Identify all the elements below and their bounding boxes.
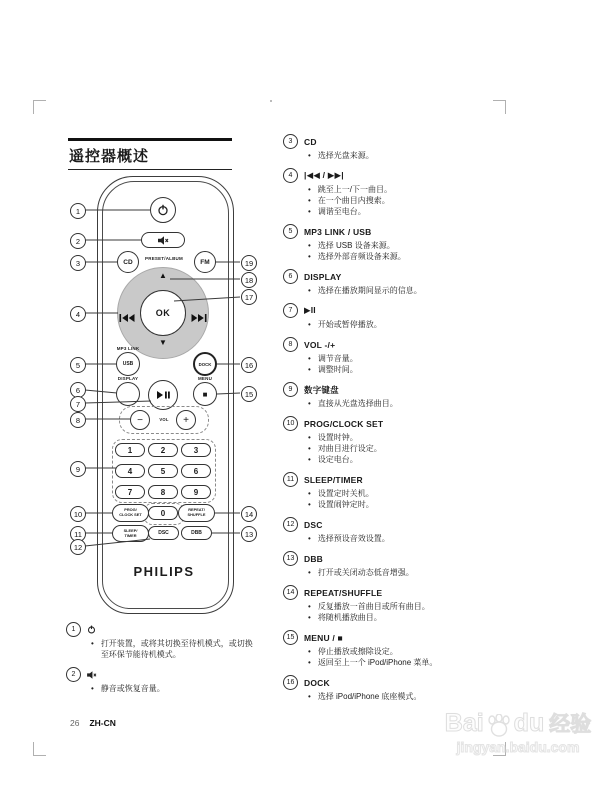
bullet-text: 设置定时关机。: [317, 489, 374, 498]
callout-badge-15: 15: [241, 386, 257, 402]
desc-title: DSC: [304, 519, 323, 530]
desc-item: [66, 667, 266, 694]
philips-logo: PHILIPS: [133, 564, 195, 579]
title-block: [68, 138, 232, 170]
bullet-item: [308, 150, 545, 161]
bullet-item: [308, 499, 545, 510]
bullet-dot: •: [308, 613, 311, 622]
bullet-dot: •: [308, 365, 311, 374]
mute-button: [141, 232, 185, 248]
watermark-bai: Bai: [444, 709, 484, 737]
bullet-dot: •: [308, 658, 311, 667]
desc-item: [283, 630, 545, 668]
sleep-timer-button: [112, 525, 149, 542]
callout-badge-14: 14: [241, 506, 257, 522]
callout-badge-12: 12: [70, 539, 86, 555]
fm-label: FM: [200, 258, 210, 266]
minus-label: −: [137, 414, 143, 426]
bullet-dot: •: [308, 500, 311, 509]
desc-title: SLEEP/TIMER: [304, 474, 363, 485]
bullet-text: 选择在播放期间显示的信息。: [317, 286, 422, 295]
bullet-text: 在一个曲目内搜索。: [317, 196, 390, 205]
bullet-dot: •: [308, 207, 311, 216]
digit-button-6: [181, 464, 211, 478]
bullet-text: 反复播放一首曲目或所有曲目。: [317, 602, 430, 611]
usb-label: USB: [122, 361, 134, 367]
item-callout-badge: 10: [283, 416, 298, 431]
callout-badge-2: 2: [70, 233, 86, 249]
digit-label: 6: [193, 466, 199, 476]
preset-album-label: PRESET/ALBUM: [145, 256, 183, 261]
callout-badge-3: 3: [70, 255, 86, 271]
desc-title: MENU / ■: [304, 632, 343, 643]
dsc-button: [148, 526, 179, 540]
bullet-item: [308, 432, 545, 443]
menu-label: MENU: [197, 376, 213, 381]
bullet-item: [308, 364, 545, 375]
bullet-text: 选择预设音效设置。: [317, 534, 390, 543]
bullet-dot: •: [308, 399, 311, 408]
page-title: 遥控器概述: [69, 148, 150, 165]
digit-label: 5: [160, 466, 166, 476]
bullet-item: [308, 454, 545, 465]
bullet-item: [308, 691, 545, 702]
display-label: DISPLAY: [117, 376, 139, 381]
bullet-text: 开始或暂停播放。: [317, 320, 382, 329]
callout-badge-5: 5: [70, 357, 86, 373]
bullet-item: [308, 657, 545, 668]
dbb-button: [181, 526, 212, 540]
usb-button: [116, 352, 140, 376]
watermark-url: jingyan.baidu.com: [456, 739, 580, 755]
callout-badge-18: 18: [241, 272, 257, 288]
descriptions-column: [283, 134, 545, 709]
bullet-text: 调谐至电台。: [317, 207, 366, 216]
desc-title: VOL -/+: [304, 339, 336, 350]
desc-item: [283, 551, 545, 578]
notes-column: [66, 622, 266, 701]
bullet-item: [308, 443, 545, 454]
bullet-text: 打开或关闭动态低音增强。: [317, 568, 414, 577]
bullet-item: [91, 683, 266, 694]
bullet-text: 选择 USB 设备来源。: [317, 241, 395, 250]
desc-item: [66, 622, 266, 660]
bullet-dot: •: [308, 444, 311, 453]
digit-label: 9: [193, 487, 199, 497]
bullet-text: 跳至上一/下一曲目。: [317, 185, 393, 194]
vol-minus-button: [130, 410, 150, 430]
bullet-dot: •: [308, 534, 311, 543]
digit-button-1: [115, 443, 145, 457]
bullet-dot: •: [308, 692, 311, 701]
bullet-item: [91, 638, 266, 660]
desc-item: [283, 416, 545, 465]
callout-badge-4: 4: [70, 306, 86, 322]
bullet-item: [308, 646, 545, 657]
digit-label: 8: [160, 487, 166, 497]
digit-label: 3: [193, 445, 199, 455]
plus-label: +: [183, 414, 189, 426]
bullet-text: 设置闹钟定时。: [317, 500, 374, 509]
bullet-dot: •: [308, 568, 311, 577]
mute-icon: [158, 236, 169, 245]
desc-title: 数字键盘: [304, 384, 339, 395]
bullet-text: 选择外部音频设备来源。: [317, 252, 406, 261]
callout-badge-6: 6: [70, 382, 86, 398]
bullet-dot: •: [308, 185, 311, 194]
desc-title: REPEAT/SHUFFLE: [304, 587, 383, 598]
item-callout-badge: 12: [283, 517, 298, 532]
desc-title: DOCK: [304, 677, 330, 688]
desc-item: [283, 303, 545, 330]
item-callout-badge: 4: [283, 168, 298, 183]
bullet-text: 选择光盘来源。: [317, 151, 374, 160]
desc-title: DBB: [304, 553, 324, 564]
cd-button: [117, 251, 139, 273]
digit-button-0: [148, 506, 178, 520]
bullet-item: [308, 601, 545, 612]
digit-label: 7: [127, 487, 133, 497]
title-rule-bottom: [68, 169, 232, 170]
callout-badge-17: 17: [241, 289, 257, 305]
ok-label: OK: [155, 308, 171, 318]
bullet-dot: •: [308, 647, 311, 656]
bullet-text: 静音或恢复音量。: [100, 684, 165, 693]
nav-up-icon: ▲: [159, 271, 167, 280]
repeat-label-1: REPEAT/: [188, 507, 205, 513]
bullet-dot: •: [308, 286, 311, 295]
bullet-dot: •: [91, 639, 94, 648]
item-callout-badge: 13: [283, 551, 298, 566]
item-callout-badge: 3: [283, 134, 298, 149]
bullet-dot: •: [308, 241, 311, 250]
bullet-text: 设定电台。: [317, 455, 358, 464]
digit-label: 0: [160, 508, 166, 518]
watermark: [428, 708, 608, 755]
menu-stop-button: [193, 382, 217, 406]
desc-title: |◀◀ / ▶▶|: [304, 170, 344, 180]
bullet-item: [308, 533, 545, 544]
desc-item: [283, 134, 545, 161]
callout-badge-13: 13: [241, 526, 257, 542]
desc-item: [283, 382, 545, 409]
mp3-link-label: MP3 LINK: [116, 346, 140, 351]
bullet-item: [308, 285, 545, 296]
bullet-text: 返回至上一个 iPod/iPhone 菜单。: [317, 658, 438, 667]
desc-item: [283, 585, 545, 623]
item-callout-badge: 15: [283, 630, 298, 645]
bullet-dot: •: [308, 252, 311, 261]
bullet-item: [308, 398, 545, 409]
dock-button: [193, 352, 217, 376]
desc-title: ▶II: [304, 305, 316, 315]
nav-down-icon: ▼: [159, 338, 167, 347]
item-callout-badge: 7: [283, 303, 298, 318]
digit-button-3: [181, 443, 211, 457]
callout-badge-7: 7: [70, 396, 86, 412]
footer-locale: ZH-CN: [89, 718, 116, 728]
paw-icon: [486, 714, 512, 738]
footer-page-number: 26: [70, 718, 80, 728]
registration-dot: [270, 100, 272, 102]
desc-item: [283, 472, 545, 510]
bullet-item: [308, 184, 545, 195]
watermark-cn: 经验: [549, 713, 592, 736]
desc-item: [283, 675, 545, 702]
bullet-text: 调整时间。: [317, 365, 358, 374]
prev-icon: [119, 309, 135, 327]
desc-item: [283, 224, 545, 262]
bullet-dot: •: [308, 320, 311, 329]
vol-label: VOL: [159, 417, 169, 422]
callout-badge-1: 1: [70, 203, 86, 219]
digit-button-7: [115, 485, 145, 499]
bullet-text: 将随机播放曲目。: [317, 613, 382, 622]
desc-item: [283, 337, 545, 375]
callout-badge-19: 19: [241, 255, 257, 271]
power-icon: [87, 625, 96, 634]
bullet-dot: •: [308, 196, 311, 205]
bullet-dot: •: [308, 151, 311, 160]
bullet-item: [308, 567, 545, 578]
digit-button-8: [148, 485, 178, 499]
ok-button: [140, 290, 186, 336]
item-callout-badge: 2: [66, 667, 81, 682]
play-pause-icon: [157, 386, 170, 404]
bullet-dot: •: [308, 354, 311, 363]
digit-label: 4: [127, 466, 133, 476]
desc-item: [283, 269, 545, 296]
item-callout-badge: 16: [283, 675, 298, 690]
crop-mark-bottom-left: [33, 742, 46, 756]
bullet-text: 直接从光盘选择曲目。: [317, 399, 398, 408]
callout-badge-10: 10: [70, 506, 86, 522]
bullet-dot: •: [308, 433, 311, 442]
bullet-item: [308, 195, 545, 206]
digit-button-5: [148, 464, 178, 478]
item-callout-badge: 1: [66, 622, 81, 637]
digit-label: 2: [160, 445, 166, 455]
callout-badge-16: 16: [241, 357, 257, 373]
prog-label-2: CLOCK SET: [119, 512, 142, 517]
fm-button: [194, 251, 216, 273]
watermark-du: du: [513, 709, 545, 737]
desc-title: DISPLAY: [304, 271, 342, 282]
stop-icon: ■: [202, 389, 208, 399]
repeat-label-2: SHUFFLE: [187, 512, 206, 517]
bullet-text: 设置时钟。: [317, 433, 358, 442]
desc-item: [283, 517, 545, 544]
next-icon: [191, 309, 207, 327]
item-callout-badge: 14: [283, 585, 298, 600]
prog-clock-set-button: [112, 504, 149, 522]
item-callout-badge: 11: [283, 472, 298, 487]
digit-label: 1: [127, 445, 133, 455]
bullet-item: [308, 353, 545, 364]
vol-plus-button: [176, 410, 196, 430]
bullet-dot: •: [308, 489, 311, 498]
sleep-label-2: TIMER: [124, 532, 137, 538]
desc-title: MP3 LINK / USB: [304, 226, 372, 237]
crop-mark-top-right: [493, 100, 506, 114]
bullet-dot: •: [308, 455, 311, 464]
item-callout-badge: 9: [283, 382, 298, 397]
dbb-label: DBB: [191, 530, 202, 536]
callout-badge-9: 9: [70, 461, 86, 477]
bullet-text: 停止播放或擦除设定。: [317, 647, 398, 656]
watermark-brand: [428, 708, 608, 738]
bullet-item: [308, 612, 545, 623]
item-callout-badge: 8: [283, 337, 298, 352]
callout-badge-8: 8: [70, 412, 86, 428]
repeat-shuffle-button: [178, 504, 215, 522]
bullet-item: [308, 251, 545, 262]
bullet-item: [308, 319, 545, 330]
display-button: [116, 382, 140, 406]
page-footer: [70, 718, 116, 728]
digit-button-4: [115, 464, 145, 478]
digit-button-2: [148, 443, 178, 457]
bullet-dot: •: [91, 684, 94, 693]
desc-title: CD: [304, 136, 317, 147]
bullet-text: 选择 iPod/iPhone 底座模式。: [317, 692, 422, 701]
bullet-item: [308, 488, 545, 499]
cd-label: CD: [123, 258, 133, 266]
dock-label: DOCK: [198, 361, 212, 367]
digit-button-9: [181, 485, 211, 499]
bullet-text: 对曲目进行设定。: [317, 444, 382, 453]
mute-icon: [87, 671, 97, 679]
bullet-item: [308, 206, 545, 217]
callout-badge-11: 11: [70, 526, 86, 542]
bullet-item: [308, 240, 545, 251]
bullet-text: 打开装置，或将其切换至待机模式，或切换至环保节能待机模式。: [100, 639, 253, 659]
bullet-dot: •: [308, 602, 311, 611]
power-icon: [157, 204, 169, 216]
sleep-label-1: SLEEP/: [123, 527, 138, 533]
desc-title: PROG/CLOCK SET: [304, 418, 384, 429]
desc-item: [283, 168, 545, 217]
power-button: [150, 197, 176, 223]
item-callout-badge: 6: [283, 269, 298, 284]
item-callout-badge: 5: [283, 224, 298, 239]
dsc-label: DSC: [158, 530, 169, 536]
bullet-text: 调节音量。: [317, 354, 358, 363]
prog-label-1: PROG/: [124, 507, 137, 513]
crop-mark-top-left: [33, 100, 46, 114]
